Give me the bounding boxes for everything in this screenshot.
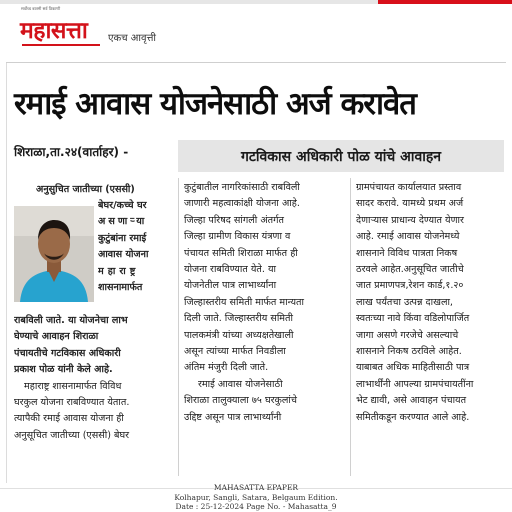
text-line: स्वतःच्या नावे किंवा वडिलोपार्जित bbox=[356, 313, 470, 325]
text-line: महाराष्ट्र bbox=[98, 265, 140, 277]
text-line: शासनाने निकष ठरविले आहेत. bbox=[356, 346, 462, 358]
text-line: आहे. रमाई आवास योजनेमध्ये bbox=[356, 231, 460, 243]
text-line: ठरवले आहेत.अनुसूचित जातीचे bbox=[356, 264, 464, 276]
text-line: राबविली जाते. या योजनेचा लाभ bbox=[14, 315, 128, 326]
text-line: जिल्हा परिषद सांगली अंतर्गत bbox=[184, 214, 284, 226]
column-3-body bbox=[356, 180, 508, 426]
article-subheadline bbox=[178, 140, 504, 172]
article-dateline: शिराळा,ता.२४(वार्ताहर) - bbox=[14, 145, 129, 159]
text-line: याबाबत अधिक माहितीसाठी पात्र bbox=[356, 362, 470, 374]
text-line: जाणारी महत्वाकांक्षी योजना आहे. bbox=[184, 198, 300, 210]
text-line: अंतिम मंजुरी दिली जाते. bbox=[184, 362, 269, 374]
text-line: जात प्रमाणपत्र,रेशन कार्ड,१.२० bbox=[356, 280, 464, 292]
column-divider bbox=[178, 178, 179, 476]
text-line: असून त्यांच्या मार्फत निवडीला bbox=[184, 346, 286, 358]
masthead-tagline: सर्वोच्च बातमी सर्व ठिकाणी bbox=[21, 6, 61, 11]
logo-underline bbox=[22, 44, 100, 46]
text-line: शासनामार्फत bbox=[98, 282, 143, 294]
text-line: लाभार्थींनी आपल्या ग्रामपंचायतींना bbox=[356, 378, 474, 390]
column-divider bbox=[350, 178, 351, 476]
edition-label: एकच आवृत्ती bbox=[108, 33, 157, 44]
text-line: असणाऱ्या bbox=[98, 216, 148, 228]
footer-brand: MAHASATTA EPAPER bbox=[213, 483, 299, 492]
text-line: रमाई आवास योजनेसाठी bbox=[198, 378, 283, 390]
footer-date-page: Date : 25-12-2024 Page No. - Mahasatta_9 bbox=[175, 502, 337, 511]
text-line: योजना राबविण्यात येते. या bbox=[184, 264, 277, 276]
masthead-divider bbox=[6, 62, 506, 63]
text-line: अनुसूचित जातीच्या (एससी) बेघर bbox=[14, 429, 130, 441]
subheadline-text: गटविकास अधिकारी पोळ यांचे आवाहन bbox=[240, 148, 442, 165]
text-line: घरकुल योजना राबविण्यात येतात. bbox=[14, 397, 130, 409]
footer-editions: Kolhapur, Sangli, Satara, Belgaum Edition. bbox=[174, 493, 338, 502]
text-line: उद्दिष्ट असून पात्र लाभार्थ्यांनी bbox=[184, 411, 282, 423]
text-line: पालकमंत्री यांच्या अध्यक्षतेखाली bbox=[184, 329, 294, 341]
text-line: शासनाने विविध पात्रता निकष bbox=[356, 247, 458, 259]
text-line: कुटुंबांना रमाई bbox=[98, 232, 147, 244]
text-line: कुटुंबातील नागरिकांसाठी राबविली bbox=[184, 182, 300, 193]
page-edge bbox=[6, 63, 7, 483]
text-line: दिली जाते. जिल्हास्तरीय समिती bbox=[184, 313, 293, 325]
column-2-body bbox=[184, 180, 348, 426]
text-line: पंचायत समिती शिराळा मार्फत ही bbox=[184, 247, 298, 259]
text-line: बेघर/कच्चे घर bbox=[98, 200, 147, 211]
text-line: जिल्हा ग्रामीण विकास यंत्रणा व bbox=[184, 231, 291, 243]
text-line: जिल्हास्तरीय समिती मार्फत मान्यता bbox=[184, 296, 304, 308]
text-line: आवास योजना bbox=[98, 249, 149, 261]
text-line: लाख पर्यंतचा उत्पन्न दाखला, bbox=[356, 296, 453, 308]
column-1-intro bbox=[36, 182, 135, 198]
top-accent-bar bbox=[378, 0, 512, 4]
text-line: त्यापैकी रमाई आवास योजना ही bbox=[14, 413, 124, 425]
column-1-beside-photo bbox=[98, 198, 176, 296]
text-line: घेण्याचे आवाहन शिराळा bbox=[14, 331, 99, 343]
person-portrait-icon bbox=[14, 206, 94, 302]
text-line: ग्रामपंचायत कार्यालयात प्रस्ताव bbox=[356, 182, 462, 193]
text-line: महाराष्ट्र शासनामार्फत विविध bbox=[24, 380, 122, 392]
text-line: देणाऱ्यास प्राधान्य देण्यात येणार bbox=[356, 214, 464, 226]
text-line: सादर करावे. यामध्ये प्रथम अर्ज bbox=[356, 198, 464, 210]
reporter-photo bbox=[14, 206, 94, 302]
article-headline: रमाई आवास योजनेसाठी अर्ज करावेत bbox=[14, 86, 416, 122]
text-line: प्रकाश पोळ यांनी केले आहे. bbox=[14, 364, 113, 376]
column-1-body bbox=[14, 313, 174, 444]
newspaper-logo: महासत्ता bbox=[20, 18, 88, 44]
text-line: अनुसुचित जातीच्या (एससी) bbox=[36, 184, 135, 195]
text-line: जागा असणे गरजेचे असल्याचे bbox=[356, 329, 459, 341]
text-line: पंचायतीचे गटविकास अधिकारी bbox=[14, 347, 121, 359]
text-line: शिराळा तालुक्याला ७५ घरकुलांचे bbox=[184, 395, 297, 407]
text-line: भेट द्यावी, असे आवाहन पंचायत bbox=[356, 395, 467, 407]
text-line: समितीकडून करण्यात आले आहे. bbox=[356, 411, 470, 423]
text-line: योजनेतील पात्र लाभार्थ्यांना bbox=[184, 280, 277, 292]
